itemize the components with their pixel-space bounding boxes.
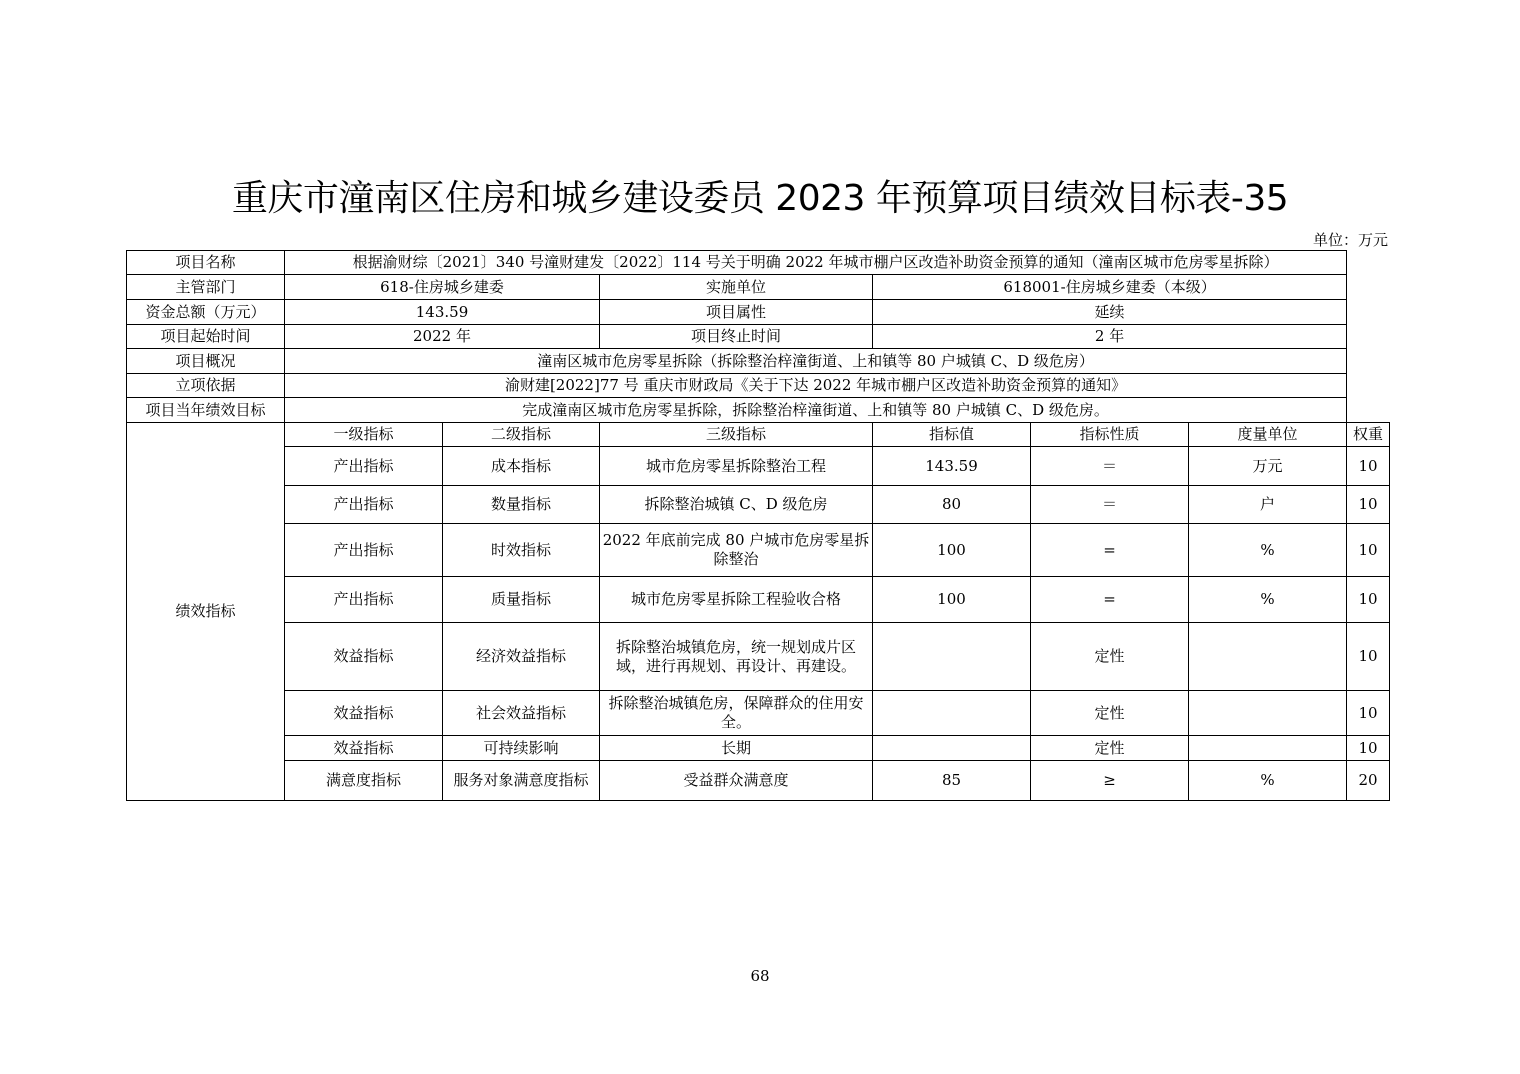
level3-cell: 受益群众满意度	[600, 761, 873, 801]
implementing-unit-value: 618001-住房城乡建委（本级）	[873, 275, 1347, 300]
row-overview	[127, 349, 1390, 374]
nature-cell: 定性	[1031, 736, 1189, 761]
basis-value: 渝财建[2022]77 号 重庆市财政局《关于下达 2022 年城市棚户区改造补助资金预算的通知》	[285, 374, 1347, 398]
row-time	[127, 325, 1390, 349]
unit-cell: 户	[1189, 486, 1347, 524]
performance-table	[126, 250, 1390, 801]
level3-cell: 2022 年底前完成 80 户城市危房零星拆除整治	[600, 524, 873, 577]
level1-cell: 效益指标	[285, 691, 443, 736]
level1-cell: 产出指标	[285, 447, 443, 486]
unit-cell: %	[1189, 524, 1347, 577]
page-title: 重庆市潼南区住房和城乡建设委员 2023 年预算项目绩效目标表-35	[231, 178, 1289, 219]
indicator-row	[127, 736, 1390, 761]
row-department	[127, 275, 1390, 300]
goal-label: 项目当年绩效目标	[127, 398, 285, 423]
value-cell: 80	[873, 486, 1031, 524]
row-goal	[127, 398, 1390, 423]
implementing-unit-label: 实施单位	[600, 275, 873, 300]
project-name-label: 项目名称	[127, 251, 285, 275]
unit-cell	[1189, 736, 1347, 761]
fund-total-value: 143.59	[285, 300, 600, 325]
level2-cell: 经济效益指标	[443, 623, 600, 691]
nature-cell: ≥	[1031, 761, 1189, 801]
level1-cell: 效益指标	[285, 623, 443, 691]
weight-cell: 20	[1347, 761, 1390, 801]
page-number: 68	[750, 967, 770, 985]
indicator-row	[127, 691, 1390, 736]
header-weight: 权重	[1347, 423, 1390, 447]
value-cell	[873, 736, 1031, 761]
unit-cell	[1189, 691, 1347, 736]
value-cell	[873, 623, 1031, 691]
level1-cell: 产出指标	[285, 524, 443, 577]
indicator-row	[127, 524, 1390, 577]
overview-label: 项目概况	[127, 349, 285, 374]
project-attribute-value: 延续	[873, 300, 1347, 325]
value-cell: 85	[873, 761, 1031, 801]
value-cell	[873, 691, 1031, 736]
level3-cell: 拆除整治城镇危房，保障群众的住用安全。	[600, 691, 873, 736]
start-time-label: 项目起始时间	[127, 325, 285, 349]
weight-cell: 10	[1347, 691, 1390, 736]
level2-cell: 成本指标	[443, 447, 600, 486]
header-level2: 二级指标	[443, 423, 600, 447]
level2-cell: 社会效益指标	[443, 691, 600, 736]
level3-cell: 长期	[600, 736, 873, 761]
nature-cell: 定性	[1031, 691, 1189, 736]
level2-cell: 服务对象满意度指标	[443, 761, 600, 801]
start-time-value: 2022 年	[285, 325, 600, 349]
nature-cell: ＝	[1031, 447, 1189, 486]
weight-cell: 10	[1347, 577, 1390, 623]
level3-cell: 拆除整治城镇 C、D 级危房	[600, 486, 873, 524]
row-project-name	[127, 251, 1390, 275]
level2-cell: 数量指标	[443, 486, 600, 524]
value-cell: 100	[873, 577, 1031, 623]
weight-cell: 10	[1347, 447, 1390, 486]
header-value: 指标值	[873, 423, 1031, 447]
unit-cell: %	[1189, 577, 1347, 623]
weight-cell: 10	[1347, 486, 1390, 524]
indicator-row	[127, 761, 1390, 801]
header-level3: 三级指标	[600, 423, 873, 447]
department-label: 主管部门	[127, 275, 285, 300]
indicator-header-row	[127, 423, 1390, 447]
level2-cell: 可持续影响	[443, 736, 600, 761]
header-level1: 一级指标	[285, 423, 443, 447]
nature-cell: ＝	[1031, 486, 1189, 524]
weight-cell: 10	[1347, 524, 1390, 577]
header-unit: 度量单位	[1189, 423, 1347, 447]
project-name-value: 根据渝财综〔2021〕340 号潼财建发〔2022〕114 号关于明确 2022 年城市棚户区改造补助资金预算的通知（潼南区城市危房零星拆除）	[285, 251, 1347, 275]
indicator-row	[127, 577, 1390, 623]
level3-cell: 拆除整治城镇危房，统一规划成片区域，进行再规划、再设计、再建设。	[600, 623, 873, 691]
level1-cell: 满意度指标	[285, 761, 443, 801]
level2-cell: 质量指标	[443, 577, 600, 623]
end-time-value: 2 年	[873, 325, 1347, 349]
level1-cell: 产出指标	[285, 577, 443, 623]
project-attribute-label: 项目属性	[600, 300, 873, 325]
header-nature: 指标性质	[1031, 423, 1189, 447]
nature-cell: =	[1031, 524, 1189, 577]
fund-total-label: 资金总额（万元）	[127, 300, 285, 325]
unit-cell: 万元	[1189, 447, 1347, 486]
row-fund	[127, 300, 1390, 325]
basis-label: 立项依据	[127, 374, 285, 398]
department-value: 618-住房城乡建委	[285, 275, 600, 300]
level2-cell: 时效指标	[443, 524, 600, 577]
weight-cell: 10	[1347, 736, 1390, 761]
unit-label: 单位：万元	[1312, 231, 1388, 249]
value-cell: 143.59	[873, 447, 1031, 486]
level1-cell: 产出指标	[285, 486, 443, 524]
indicators-section-label: 绩效指标	[127, 423, 285, 801]
end-time-label: 项目终止时间	[600, 325, 873, 349]
weight-cell: 10	[1347, 623, 1390, 691]
level3-cell: 城市危房零星拆除工程验收合格	[600, 577, 873, 623]
indicator-row	[127, 447, 1390, 486]
level3-cell: 城市危房零星拆除整治工程	[600, 447, 873, 486]
nature-cell: =	[1031, 577, 1189, 623]
goal-value: 完成潼南区城市危房零星拆除，拆除整治梓潼街道、上和镇等 80 户城镇 C、D 级危房。	[285, 398, 1347, 423]
unit-cell: %	[1189, 761, 1347, 801]
level1-cell: 效益指标	[285, 736, 443, 761]
value-cell: 100	[873, 524, 1031, 577]
overview-value: 潼南区城市危房零星拆除（拆除整治梓潼街道、上和镇等 80 户城镇 C、D 级危房）	[285, 349, 1347, 374]
nature-cell: 定性	[1031, 623, 1189, 691]
unit-cell	[1189, 623, 1347, 691]
indicator-row	[127, 623, 1390, 691]
indicator-row	[127, 486, 1390, 524]
row-basis	[127, 374, 1390, 398]
